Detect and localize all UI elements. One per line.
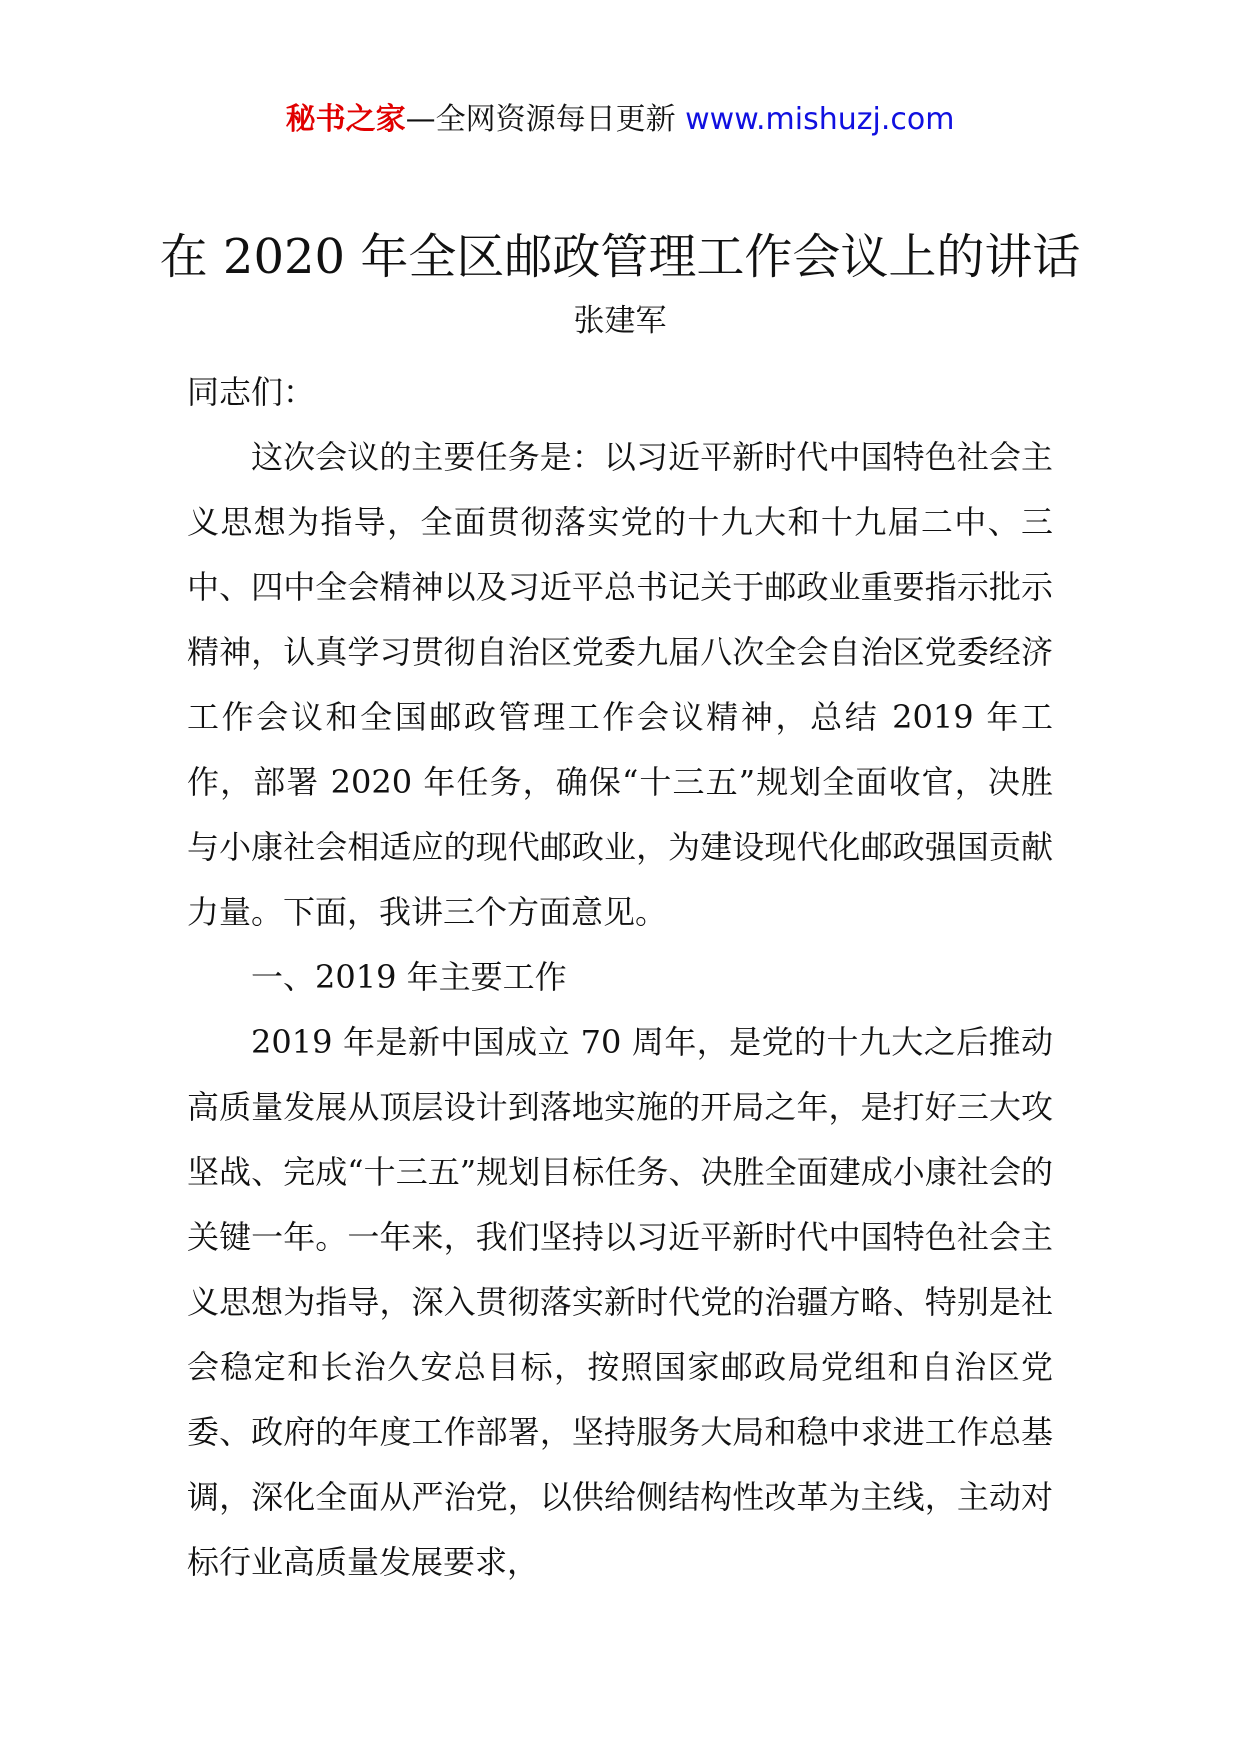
site-header [0,100,1240,140]
document-body [187,360,1053,1595]
site-tagline: —全网资源每日更新 [405,102,686,137]
document-author: 张建军 [573,303,667,339]
salutation: 同志们： [187,373,316,411]
document-title: 在 2020 年全区邮政管理工作会议上的讲话 [159,229,1081,285]
paragraph-2019-summary: 2019 年是新中国成立 70 周年，是党的十九大之后推动高质量发展从顶层设计到落地实施的开局之年，是打好三大攻坚战、完成“十三五”规划目标任务、决胜全面建成小康社会的关键一年。一年来，我们坚持以习近平新时代中国特色社会主义思想为指导，深入贯彻落实新时代党的治疆方略、特别是社会稳定和长治久安总目标，按照国家邮政局党组和自治区党委、政府的年度工作部署，坚持服务大局和稳中求进工作总基调，深化全面从严治党，以供给侧结构性改革为主线，主动对标行业高质量发展要求， [187,1023,1053,1581]
site-brand: 秘书之家 [285,102,406,137]
section-heading-1: 一、2019 年主要工作 [251,958,567,996]
paragraph-intro: 这次会议的主要任务是：以习近平新时代中国特色社会主义思想为指导，全面贯彻落实党的十九大和十九届二中、三中、四中全会精神以及习近平总书记关于邮政业重要指示批示精神，认真学习贯彻自治区党委九届八次全会自治区党委经济工作会议和全国邮政管理工作会议精神，总结 2019 年工作，部署 2020 年任务，确保“十三五”规划全面收官，决胜与小康社会相适应的现代邮政业，为建设现代化邮政强国贡献力量。下面，我讲三个方面意见。 [187,438,1053,931]
site-url-link[interactable]: www.mishuzj.com [685,102,955,137]
